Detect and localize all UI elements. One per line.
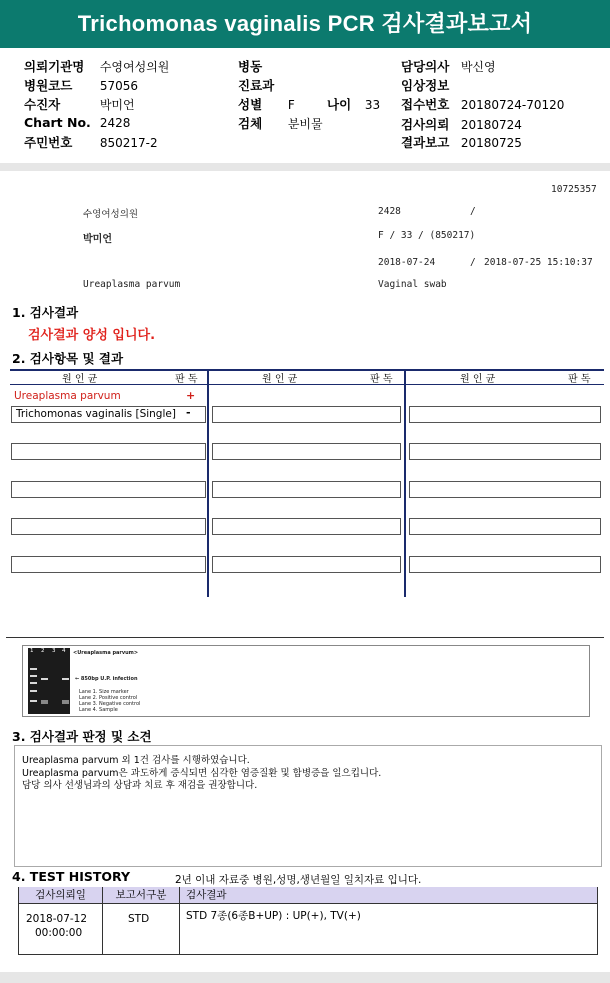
result-row-mark: - xyxy=(186,406,191,419)
header-sex xyxy=(238,95,295,113)
result-cell xyxy=(409,556,601,573)
result-row-mark: + xyxy=(186,389,196,402)
lane-number: 4 xyxy=(62,648,66,654)
header-value: 33 xyxy=(364,98,381,112)
report-number: 10725357 xyxy=(551,184,597,195)
column-divider xyxy=(404,369,406,597)
history-divider xyxy=(102,887,103,955)
result-cell xyxy=(11,481,206,498)
result-cell xyxy=(409,518,601,535)
header-chart-no xyxy=(24,115,130,130)
grid-header-line xyxy=(10,384,604,385)
gel-band-label: ← 850bp U.P. infection xyxy=(75,676,138,682)
opinion-line: 담당 의사 선생님과의 상담과 치료 후 재검을 권장합니다. xyxy=(22,780,258,791)
report-title: Trichomonas vaginalis PCR 검사결과보고서 xyxy=(0,0,610,48)
gel-band xyxy=(62,678,69,680)
header-value: 850217-2 xyxy=(99,136,158,150)
result-cell xyxy=(409,481,601,498)
gel-legend: Lane 4. Sample xyxy=(79,707,118,713)
column-divider xyxy=(207,369,209,597)
history-header: 보고서구분 xyxy=(103,887,179,904)
header-value: 수영여성의원 xyxy=(99,60,170,74)
header-label: Chart No. xyxy=(24,115,91,130)
gel-band xyxy=(30,690,37,692)
result-cell xyxy=(409,406,601,423)
section-title: 4. TEST HISTORY xyxy=(12,869,131,884)
header-label: 성별 xyxy=(238,97,263,112)
history-time: 00:00:00 xyxy=(35,927,83,939)
history-date: 2018-07-12 xyxy=(26,913,88,925)
header-department xyxy=(238,76,274,94)
header-label: 나이 xyxy=(327,97,352,112)
history-type: STD xyxy=(128,913,150,925)
separator xyxy=(6,637,604,638)
column-header-judge: 판 독 xyxy=(370,374,393,385)
grid-top-line xyxy=(10,369,604,371)
gel-band xyxy=(62,700,69,704)
header-value: F xyxy=(287,98,295,112)
meta-sex-age: F / 33 / (850217) xyxy=(378,230,476,241)
header-clinical-info xyxy=(401,76,449,94)
header-request-date xyxy=(401,115,522,133)
gel-legend: Lane 3. Negative control xyxy=(79,701,141,707)
result-cell xyxy=(11,556,206,573)
header-hospital xyxy=(24,57,169,75)
header-label: 검사의뢰 xyxy=(401,117,450,132)
section-title: 3. 검사결과 판정 및 소견 xyxy=(12,729,152,744)
column-header-judge: 판 독 xyxy=(175,374,198,385)
header-hospital-code xyxy=(24,76,138,94)
lane-number: 3 xyxy=(52,648,56,654)
column-header-organism: 원 인 균 xyxy=(262,374,298,385)
gel-legend: Lane 1. Size marker xyxy=(79,689,129,695)
header-value: 57056 xyxy=(99,79,139,93)
header-value: 20180725 xyxy=(460,136,522,150)
gel-header: <Ureaplasma parvum> xyxy=(73,650,139,656)
history-header: 검사의뢰일 xyxy=(19,887,102,904)
header-specimen xyxy=(238,114,323,132)
header-value: 20180724-70120 xyxy=(460,98,565,112)
history-result: STD 7종(6종B+UP) : UP(+), TV(+) xyxy=(186,910,361,922)
gel-band xyxy=(41,678,48,680)
header-age xyxy=(327,95,380,113)
history-divider xyxy=(179,887,180,955)
header-patient xyxy=(24,95,135,113)
header-label: 접수번호 xyxy=(401,97,450,112)
bottom-bar xyxy=(0,972,610,983)
result-cell xyxy=(212,518,401,535)
result-cell xyxy=(11,518,206,535)
lane-number: 2 xyxy=(41,648,45,654)
gel-band xyxy=(30,682,37,684)
header-value: 20180724 xyxy=(460,118,522,132)
section-title: 2. 검사항목 및 결과 xyxy=(12,351,124,366)
section-title: 1. 검사결과 xyxy=(12,305,79,320)
column-header-organism: 원 인 균 xyxy=(460,374,496,385)
history-header: 검사결과 xyxy=(180,887,597,904)
header-value: 분비물 xyxy=(287,117,323,131)
meta-organism: Ureaplasma parvum xyxy=(83,279,181,290)
result-row-name: Trichomonas vaginalis [Single] xyxy=(16,408,176,420)
column-header-organism: 원 인 균 xyxy=(62,374,98,385)
meta-chart: 2428 xyxy=(378,206,401,217)
result-cell xyxy=(212,406,401,423)
header-value: 2428 xyxy=(99,116,131,130)
header-label: 수진자 xyxy=(24,97,61,112)
meta-specimen: Vaginal swab xyxy=(378,279,447,290)
gel-legend: Lane 2. Positive control xyxy=(79,695,138,701)
gel-band xyxy=(30,675,37,677)
header-label: 담당의사 xyxy=(401,59,450,74)
header-value: 박미언 xyxy=(99,98,135,112)
header-doctor xyxy=(401,57,496,75)
header-receipt-no xyxy=(401,95,564,113)
result-cell xyxy=(11,443,206,460)
result-cell xyxy=(212,443,401,460)
header-label: 결과보고 xyxy=(401,135,450,150)
meta-date-reported: 2018-07-25 15:10:37 xyxy=(484,257,593,268)
opinion-line: Ureaplasma parvum 외 1건 검사를 시행하였습니다. xyxy=(22,755,250,766)
result-cell xyxy=(212,481,401,498)
meta-date-received: 2018-07-24 xyxy=(378,257,436,268)
gel-band xyxy=(30,700,37,702)
meta-chart-slash: / xyxy=(470,206,476,217)
lane-number: 1 xyxy=(30,648,34,654)
meta-hospital: 수영여성의원 xyxy=(83,209,139,220)
header-label: 임상정보 xyxy=(401,78,450,93)
gel-band xyxy=(41,700,48,704)
header-report-date xyxy=(401,133,522,151)
header-label: 의뢰기관명 xyxy=(24,59,85,74)
meta-patient: 박미언 xyxy=(83,234,112,245)
header-label: 병원코드 xyxy=(24,78,73,93)
meta-date-sep: / xyxy=(470,257,476,268)
result-cell xyxy=(409,443,601,460)
gel-band xyxy=(30,668,37,670)
header-label: 병동 xyxy=(238,59,263,74)
history-note: 2년 이내 자료중 병원,성명,생년월일 일치자료 입니다. xyxy=(175,874,422,886)
header-label: 주민번호 xyxy=(24,135,73,150)
header-label: 검체 xyxy=(238,116,263,131)
header-value: 박신영 xyxy=(460,60,496,74)
result-row-name: Ureaplasma parvum xyxy=(14,390,121,402)
opinion-line: Ureaplasma parvum은 과도하게 증식되면 심각한 염증질환 및 합병증을 일으킵니다. xyxy=(22,768,382,779)
column-header-judge: 판 독 xyxy=(568,374,591,385)
separator xyxy=(0,163,610,171)
result-summary: 검사결과 양성 입니다. xyxy=(28,328,156,343)
result-cell xyxy=(212,556,401,573)
gel-image xyxy=(28,648,70,714)
header-ward xyxy=(238,57,262,75)
header-label: 진료과 xyxy=(238,78,275,93)
header-resident-no xyxy=(24,133,158,151)
